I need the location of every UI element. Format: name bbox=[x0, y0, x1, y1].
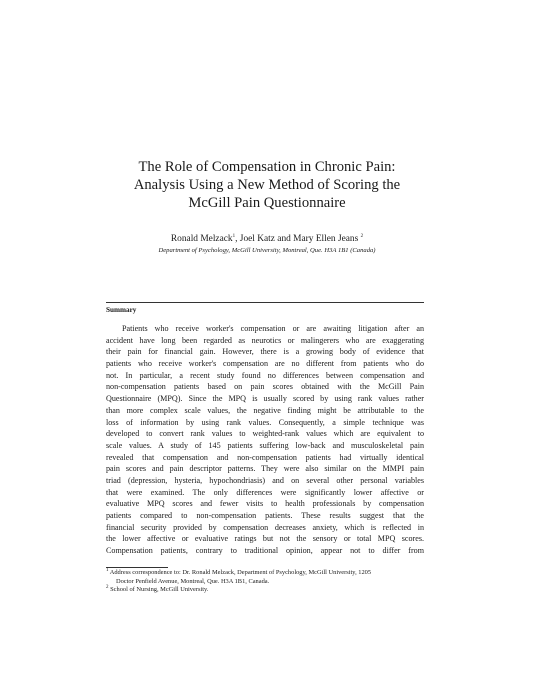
footnote-marker: 2 bbox=[360, 233, 364, 239]
abstract-line: scale values. A study of 145 patients suffering low-back and musculoskeletal pain bbox=[106, 440, 424, 450]
footnote-2 bbox=[106, 586, 424, 595]
abstract-line: patients compared to non-compensation patients. These results suggest that the bbox=[106, 511, 424, 520]
abstract-line: Questionnaire (MPQ). Since the MPQ is usually scored by using rank values rather bbox=[106, 394, 424, 404]
abstract-line: Compensation patients, contrary to traditional opinion, appear not to differ from bbox=[106, 546, 424, 556]
abstract-line: than more complex scale values, the negative finding might be attributable to the bbox=[106, 405, 424, 415]
author-names-rest: , Joel Katz and Mary Ellen Jeans bbox=[235, 234, 359, 244]
abstract-line: accident have long been regarded as neurotics or malingerers who are exaggerating bbox=[106, 335, 424, 345]
author-list bbox=[60, 233, 474, 245]
footnote-marker: 2 bbox=[106, 585, 109, 591]
abstract-line: developed to convert rank values to weighted-rank values which are equivalent to bbox=[106, 429, 424, 439]
abstract-line: financial security provided by compensation decreases anxiety, which is reflected in bbox=[106, 522, 424, 532]
abstract-line: patients who receive worker's compensation are no different from patients who do bbox=[106, 359, 424, 369]
abstract-line: Patients who receive worker's compensation or are awaiting litigation after an bbox=[122, 324, 424, 333]
footnote-1 bbox=[106, 569, 424, 578]
article-title bbox=[60, 158, 474, 212]
abstract-body bbox=[106, 323, 424, 557]
affiliation: Department of Psychology, McGill University, Montreal, Que. H3A 1B1 (Canada) bbox=[158, 247, 376, 254]
abstract-line: their pain for financial gain. However, there is a growing body of evidence that bbox=[106, 347, 424, 357]
footnote-1-continued: Doctor Penfield Avenue, Montreal, Que. H3A 1B1, Canada. bbox=[116, 577, 270, 585]
abstract-line: the lower affective or evaluative ratings but not the sensory or total MPQ scores. bbox=[106, 534, 424, 544]
title-line-1: The Role of Compensation in Chronic Pain: bbox=[138, 159, 396, 175]
abstract-line: that were examined. The only differences were significantly lower affective or bbox=[106, 487, 424, 497]
footnotes bbox=[106, 569, 424, 595]
summary-heading: Summary bbox=[106, 306, 137, 314]
title-line-2: Analysis Using a New Method of Scoring the bbox=[133, 177, 401, 193]
abstract-line: triad (depression, hysteria, hypochondriasis) and on several other personal variables bbox=[106, 475, 424, 485]
section-divider bbox=[106, 302, 424, 303]
abstract-line: non-compensation patients based on pain scores obtained with the McGill Pain bbox=[106, 382, 424, 392]
abstract-line: revealed that compensation and non-compensation patients had virtually identical bbox=[106, 452, 424, 462]
footnote-text: Address correspondence to: Dr. Ronald Melzack, Department of Psychology, McGill University, 1205 bbox=[109, 569, 372, 576]
footnote-marker: 1 bbox=[106, 567, 109, 573]
abstract-line: pain scores and pain descriptor patterns. They were also similar on the MMPI pain bbox=[106, 464, 424, 474]
abstract-line: loss of information by using rank values. Consequently, a simple technique was bbox=[106, 417, 424, 427]
author-name: Ronald Melzack bbox=[170, 234, 233, 244]
abstract-line: evaluative MPQ scores and fewer visits to health professionals by compensation bbox=[106, 499, 424, 509]
footnote-marker: 1 bbox=[232, 233, 236, 239]
footnote-divider bbox=[106, 567, 168, 568]
footnote-text: School of Nursing, McGill University. bbox=[110, 586, 209, 594]
abstract-line: not. In particular, a recent study found no differences between compensation and bbox=[106, 370, 424, 380]
title-line-3: McGill Pain Questionnaire bbox=[188, 195, 346, 211]
